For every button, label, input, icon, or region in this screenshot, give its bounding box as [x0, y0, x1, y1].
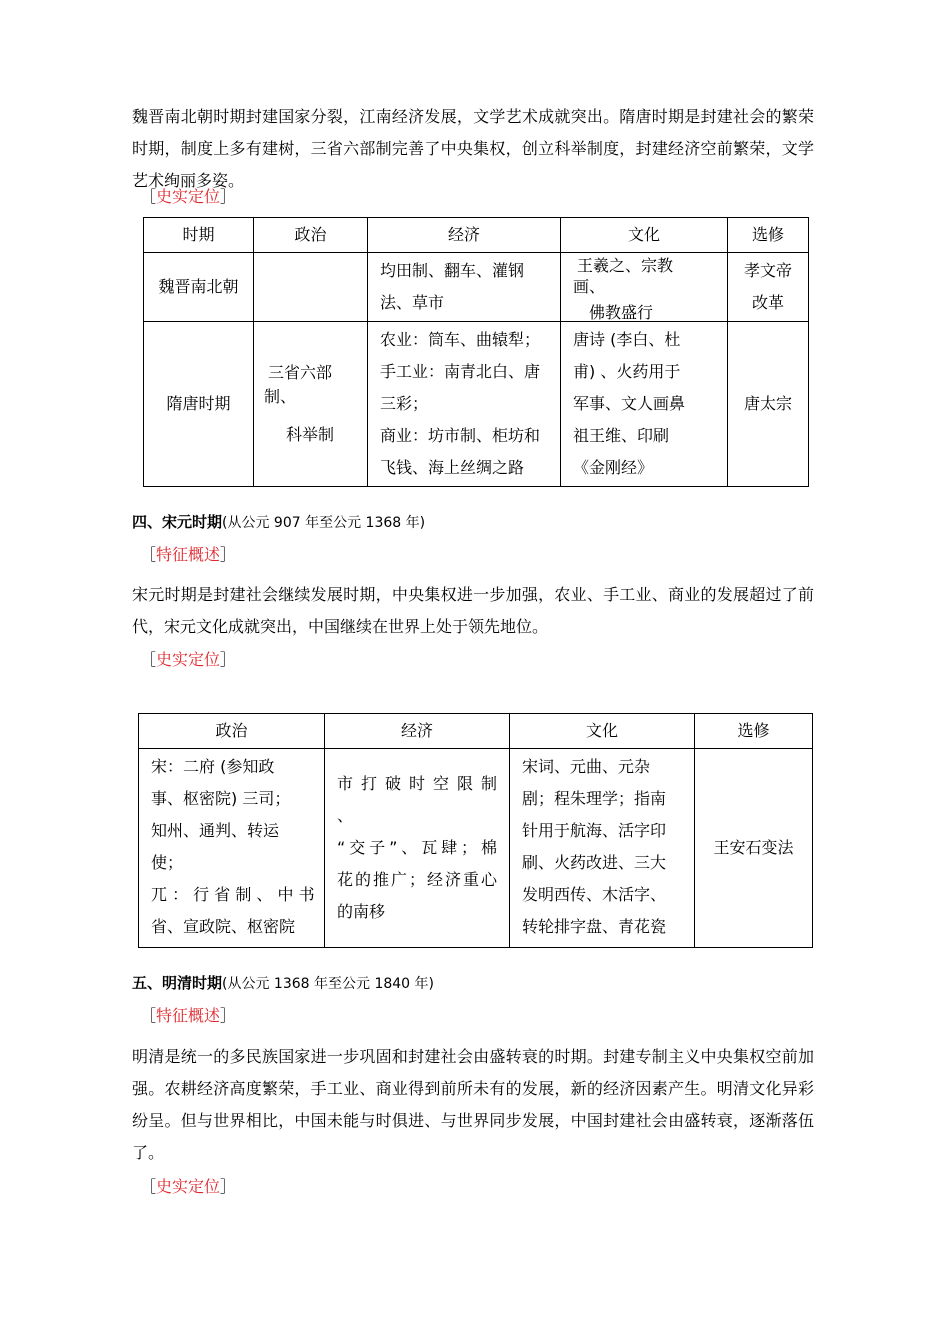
- cell-economy: 农业：筒车、曲辕犁； 手工业：南青北白、唐 三彩； 商业：坊市制、柜坊和 飞钱、海上丝绸之路: [368, 322, 561, 487]
- section-tag-tezheng-2: ［特征概述］: [140, 1006, 237, 1025]
- table-wei-jin-sui-tang: [143, 217, 809, 487]
- cell-politics: 宋：二府 (参知政 事、枢密院) 三司； 知州、通判、转运 使； 兀 ： 行 省 制 、 中 书 省、宣政院、枢密院: [139, 749, 325, 948]
- header-politics: 政治: [139, 714, 325, 749]
- header-politics: 政治: [254, 218, 368, 253]
- header-economy: 经济: [368, 218, 561, 253]
- cell-elective: 王安石变法: [695, 749, 813, 948]
- section-tag-shishi-1: ［史实定位］: [140, 187, 237, 206]
- section4-paragraph: 宋元时期是封建社会继续发展时期，中央集权进一步加强，农业、手工业、商业的发展超过了前代，宋元文化成就突出，中国继续在世界上处于领先地位。: [132, 585, 814, 636]
- intro-paragraph: 魏晋南北朝时期封建国家分裂，江南经济发展，文学艺术成就突出。隋唐时期是封建社会的繁荣时期，制度上多有建树，三省六部制完善了中央集权，创立科举制度，封建经济空前繁荣，文学艺术绚丽多姿。: [132, 107, 814, 190]
- section-tag-shishi-3: ［史实定位］: [140, 1177, 237, 1196]
- table-row: [144, 253, 809, 322]
- header-elective: 选修: [728, 218, 809, 253]
- table-header-row: [139, 714, 813, 749]
- cell-politics: 三省六部 制、 科举制: [254, 322, 368, 487]
- table-header-row: [144, 218, 809, 253]
- header-culture: 文化: [510, 714, 695, 749]
- table-row: [144, 322, 809, 487]
- cell-elective: 孝文帝改革: [728, 253, 809, 322]
- section4-heading: 四、宋元时期(从公元 907 年至公元 1368 年): [132, 513, 426, 531]
- section5-paragraph: 明清是统一的多民族国家进一步巩固和封建社会由盛转衰的时期。封建专制主义中央集权空前加强。农耕经济高度繁荣，手工业、商业得到前所未有的发展，新的经济因素产生。明清文化异彩纷呈。但与世界相比，中国未能与时俱进、与世界同步发展，中国封建社会由盛转衰，逐渐落伍了。: [132, 1047, 814, 1162]
- header-elective: 选修: [695, 714, 813, 749]
- cell-period: 隋唐时期: [144, 322, 254, 487]
- table-row: [139, 749, 813, 948]
- cell-period: 魏晋南北朝: [144, 253, 254, 322]
- cell-economy: 市 打 破 时 空 限 制 、 “交子”、瓦肆；棉 花的推广；经济重心 的南移: [325, 749, 510, 948]
- cell-culture: 宋词、元曲、元杂 剧；程朱理学；指南 针用于航海、活字印 刷、火药改进、三大 发明西传、木活字、 转轮排字盘、青花瓷: [510, 749, 695, 948]
- cell-politics: [254, 253, 368, 322]
- cell-culture: 王羲之、宗教 画、 佛教盛行: [561, 253, 728, 322]
- header-economy: 经济: [325, 714, 510, 749]
- section-tag-tezheng-1: ［特征概述］: [140, 545, 237, 564]
- cell-economy: 均田制、翻车、灌钢 法、草市: [368, 253, 561, 322]
- table-song-yuan: [138, 713, 813, 948]
- cell-elective: 唐太宗: [728, 322, 809, 487]
- header-period: 时期: [144, 218, 254, 253]
- cell-culture: 唐诗 (李白、杜 甫) 、火药用于 军事、文人画鼻 祖王维、印刷 《金刚经》: [561, 322, 728, 487]
- section-tag-shishi-2: ［史实定位］: [140, 650, 237, 669]
- header-culture: 文化: [561, 218, 728, 253]
- section5-heading: 五、明清时期(从公元 1368 年至公元 1840 年): [132, 974, 434, 992]
